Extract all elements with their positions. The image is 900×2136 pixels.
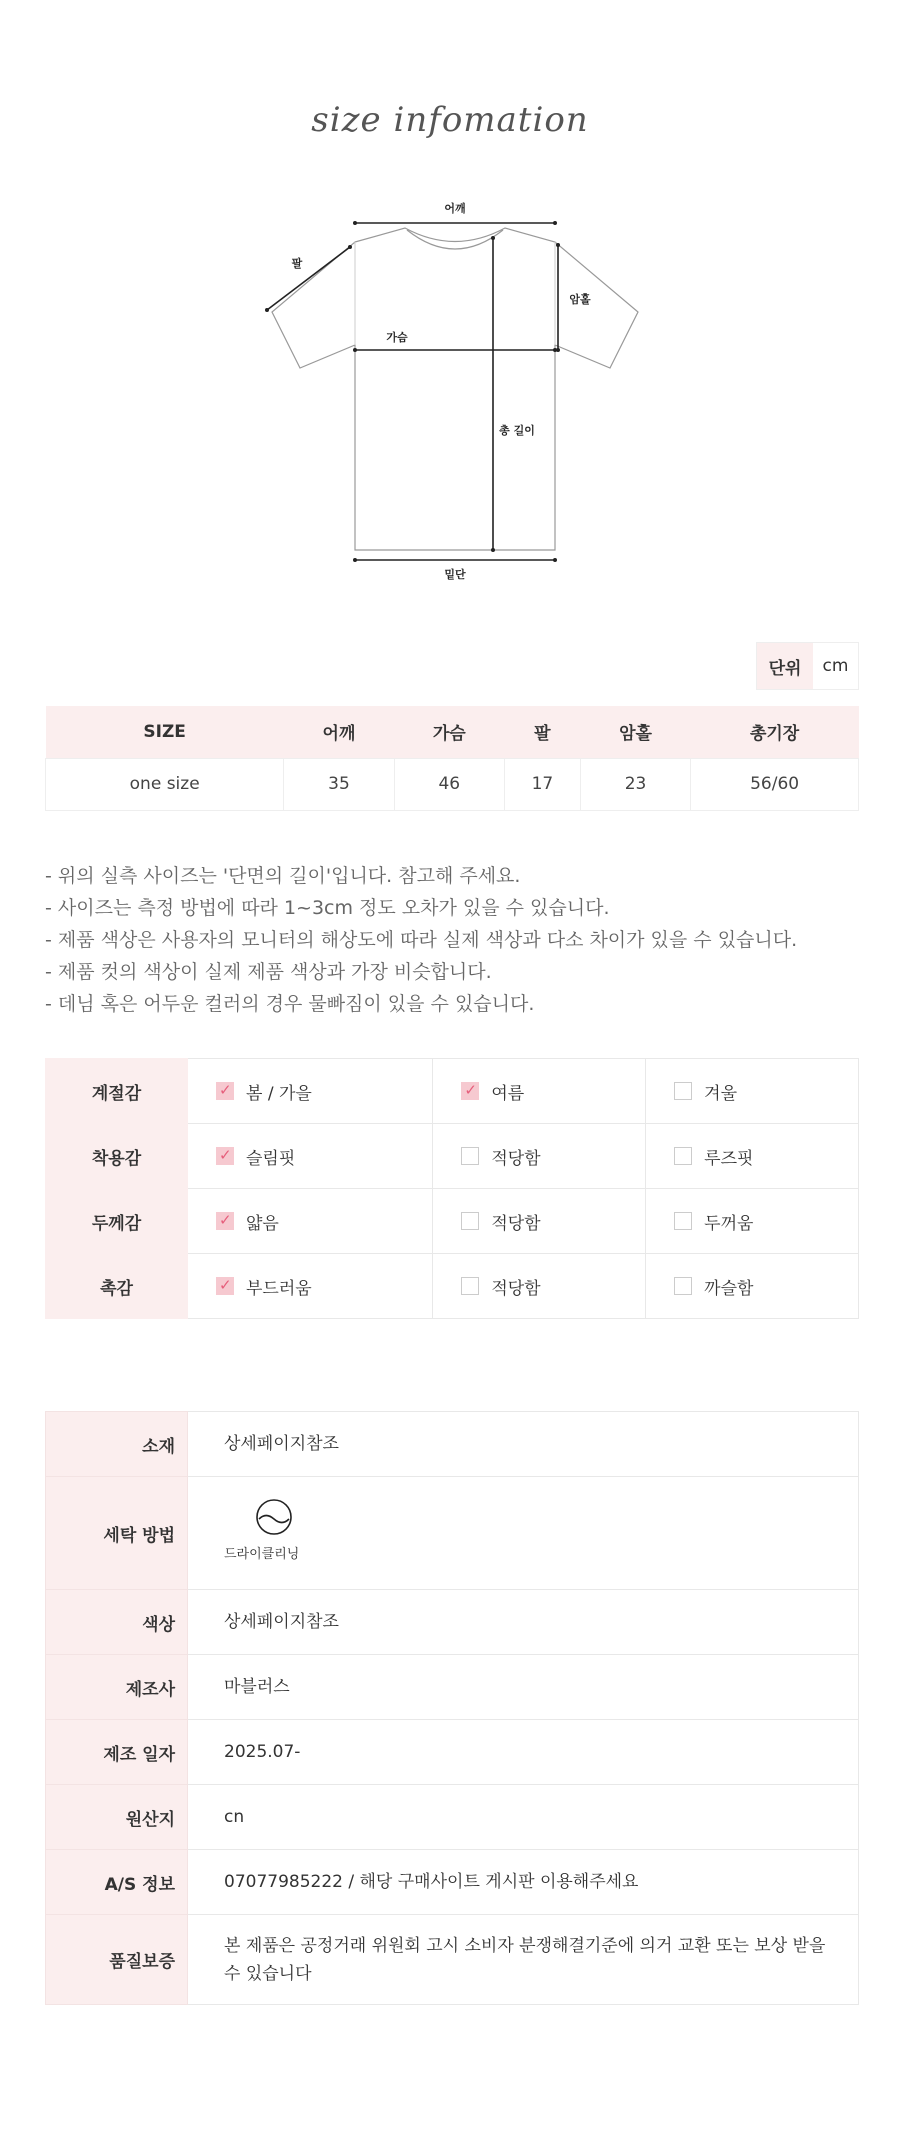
feel-label: 촉감 [46, 1254, 188, 1319]
info-value: 2025.07- [188, 1720, 859, 1785]
cell-length: 56/60 [691, 758, 859, 810]
feel-option [433, 1059, 646, 1124]
info-row-washing [46, 1477, 859, 1590]
feel-option-label: 적당함 [491, 1278, 541, 1299]
feel-label: 계절감 [46, 1059, 188, 1124]
unchecked-checkbox [461, 1277, 479, 1295]
info-row-color [46, 1590, 859, 1655]
unit-box [756, 642, 859, 690]
info-row-as [46, 1850, 859, 1915]
tshirt-svg [255, 200, 655, 590]
unchecked-checkbox [674, 1212, 692, 1230]
feel-option-label: 까슬함 [704, 1278, 754, 1299]
header-chest: 가슴 [394, 706, 504, 758]
feel-option-label: 두꺼움 [704, 1213, 754, 1234]
note-line: - 데님 혹은 어두운 컬러의 경우 물빠짐이 있을 수 있습니다. [45, 993, 535, 1015]
unchecked-checkbox [674, 1277, 692, 1295]
feel-option-label: 슬림핏 [246, 1148, 296, 1169]
info-value: 07077985222 / 해당 구매사이트 게시판 이용해주세요 [188, 1850, 859, 1915]
length-label: 총 길이 [499, 424, 535, 437]
feel-label: 두께감 [46, 1189, 188, 1254]
info-label: 품질보증 [46, 1915, 188, 2005]
info-row-manufacturer [46, 1655, 859, 1720]
info-row-material [46, 1412, 859, 1477]
checked-checkbox [216, 1082, 234, 1100]
feel-option [646, 1254, 859, 1319]
info-label: 제조사 [46, 1655, 188, 1720]
feel-option [646, 1059, 859, 1124]
dry-clean-icon [254, 1497, 294, 1537]
info-value: 상세페이지참조 [188, 1590, 859, 1655]
feel-option-label: 적당함 [491, 1148, 541, 1169]
feel-option-label: 얇음 [246, 1213, 279, 1234]
info-value-washing [188, 1477, 859, 1590]
feel-option-label: 적당함 [491, 1213, 541, 1234]
checked-checkbox [461, 1082, 479, 1100]
chest-label: 가슴 [386, 331, 408, 344]
note-line: - 위의 실측 사이즈는 '단면의 길이'입니다. 참고해 주세요. [45, 865, 521, 887]
info-label: 세탁 방법 [46, 1477, 188, 1590]
info-value: 상세페이지참조 [188, 1412, 859, 1477]
header-armhole: 암홀 [580, 706, 690, 758]
cell-sleeve: 17 [504, 758, 580, 810]
feel-option [188, 1124, 433, 1189]
size-table-header [46, 706, 859, 758]
product-info-table [45, 1411, 859, 2005]
wash-label: 드라이클리닝 [224, 1547, 300, 1562]
feel-option-label: 부드러움 [246, 1278, 312, 1299]
header-shoulder: 어깨 [284, 706, 394, 758]
tshirt-diagram [255, 200, 655, 590]
checked-checkbox [216, 1212, 234, 1230]
unit-label: 단위 [757, 643, 813, 689]
wash-method [224, 1497, 828, 1569]
note-line: - 제품 컷의 색상이 실제 제품 색상과 가장 비슷합니다. [45, 961, 492, 983]
feel-option-label: 여름 [491, 1083, 525, 1104]
feel-option [433, 1124, 646, 1189]
page-title: size infomation [311, 100, 589, 140]
feel-option [188, 1059, 433, 1124]
checked-checkbox [216, 1277, 234, 1295]
feel-option-label: 겨울 [704, 1083, 738, 1104]
unchecked-checkbox [461, 1212, 479, 1230]
cell-shoulder: 35 [284, 758, 394, 810]
table-row [46, 758, 859, 810]
feel-option-label: 루즈핏 [704, 1148, 754, 1169]
feel-option [433, 1189, 646, 1254]
sleeve-label: 팔 [291, 257, 303, 270]
feel-option [188, 1254, 433, 1319]
info-label: A/S 정보 [46, 1850, 188, 1915]
armhole-label: 암홀 [569, 293, 591, 306]
checked-checkbox [216, 1147, 234, 1165]
info-row-quality [46, 1915, 859, 2005]
info-label: 소재 [46, 1412, 188, 1477]
info-value: 마블러스 [188, 1655, 859, 1720]
feel-table [45, 1058, 859, 1319]
unchecked-checkbox [674, 1147, 692, 1165]
header-size: SIZE [46, 706, 284, 758]
cell-armhole: 23 [580, 758, 690, 810]
feel-row [46, 1124, 859, 1189]
hem-label: 밑단 [444, 568, 466, 581]
header-sleeve: 팔 [504, 706, 580, 758]
feel-option [646, 1189, 859, 1254]
note-line: - 사이즈는 측정 방법에 따라 1~3cm 정도 오차가 있을 수 있습니다. [45, 897, 610, 919]
info-label: 원산지 [46, 1785, 188, 1850]
feel-row [46, 1254, 859, 1319]
header-length: 총기장 [691, 706, 859, 758]
cell-size: one size [46, 758, 284, 810]
size-notes [45, 860, 865, 1020]
unchecked-checkbox [461, 1147, 479, 1165]
shoulder-label: 어깨 [444, 202, 466, 215]
feel-option [433, 1254, 646, 1319]
feel-label: 착용감 [46, 1124, 188, 1189]
note-line: - 제품 색상은 사용자의 모니터의 해상도에 따라 실제 색상과 다소 차이가 있을 수 있습니다. [45, 929, 798, 951]
info-row-origin [46, 1785, 859, 1850]
info-label: 제조 일자 [46, 1720, 188, 1785]
info-row-date [46, 1720, 859, 1785]
feel-row [46, 1189, 859, 1254]
info-value: cn [188, 1785, 859, 1850]
feel-row [46, 1059, 859, 1124]
unit-value: cm [822, 656, 849, 676]
cell-chest: 46 [394, 758, 504, 810]
info-value: 본 제품은 공정거래 위원회 고시 소비자 분쟁해결기준에 의거 교환 또는 보상 받을 수 있습니다 [188, 1915, 859, 2005]
feel-option [188, 1189, 433, 1254]
unchecked-checkbox [674, 1082, 692, 1100]
info-label: 색상 [46, 1590, 188, 1655]
feel-option [646, 1124, 859, 1189]
size-table [45, 706, 859, 811]
feel-option-label: 봄 / 가을 [246, 1083, 312, 1104]
